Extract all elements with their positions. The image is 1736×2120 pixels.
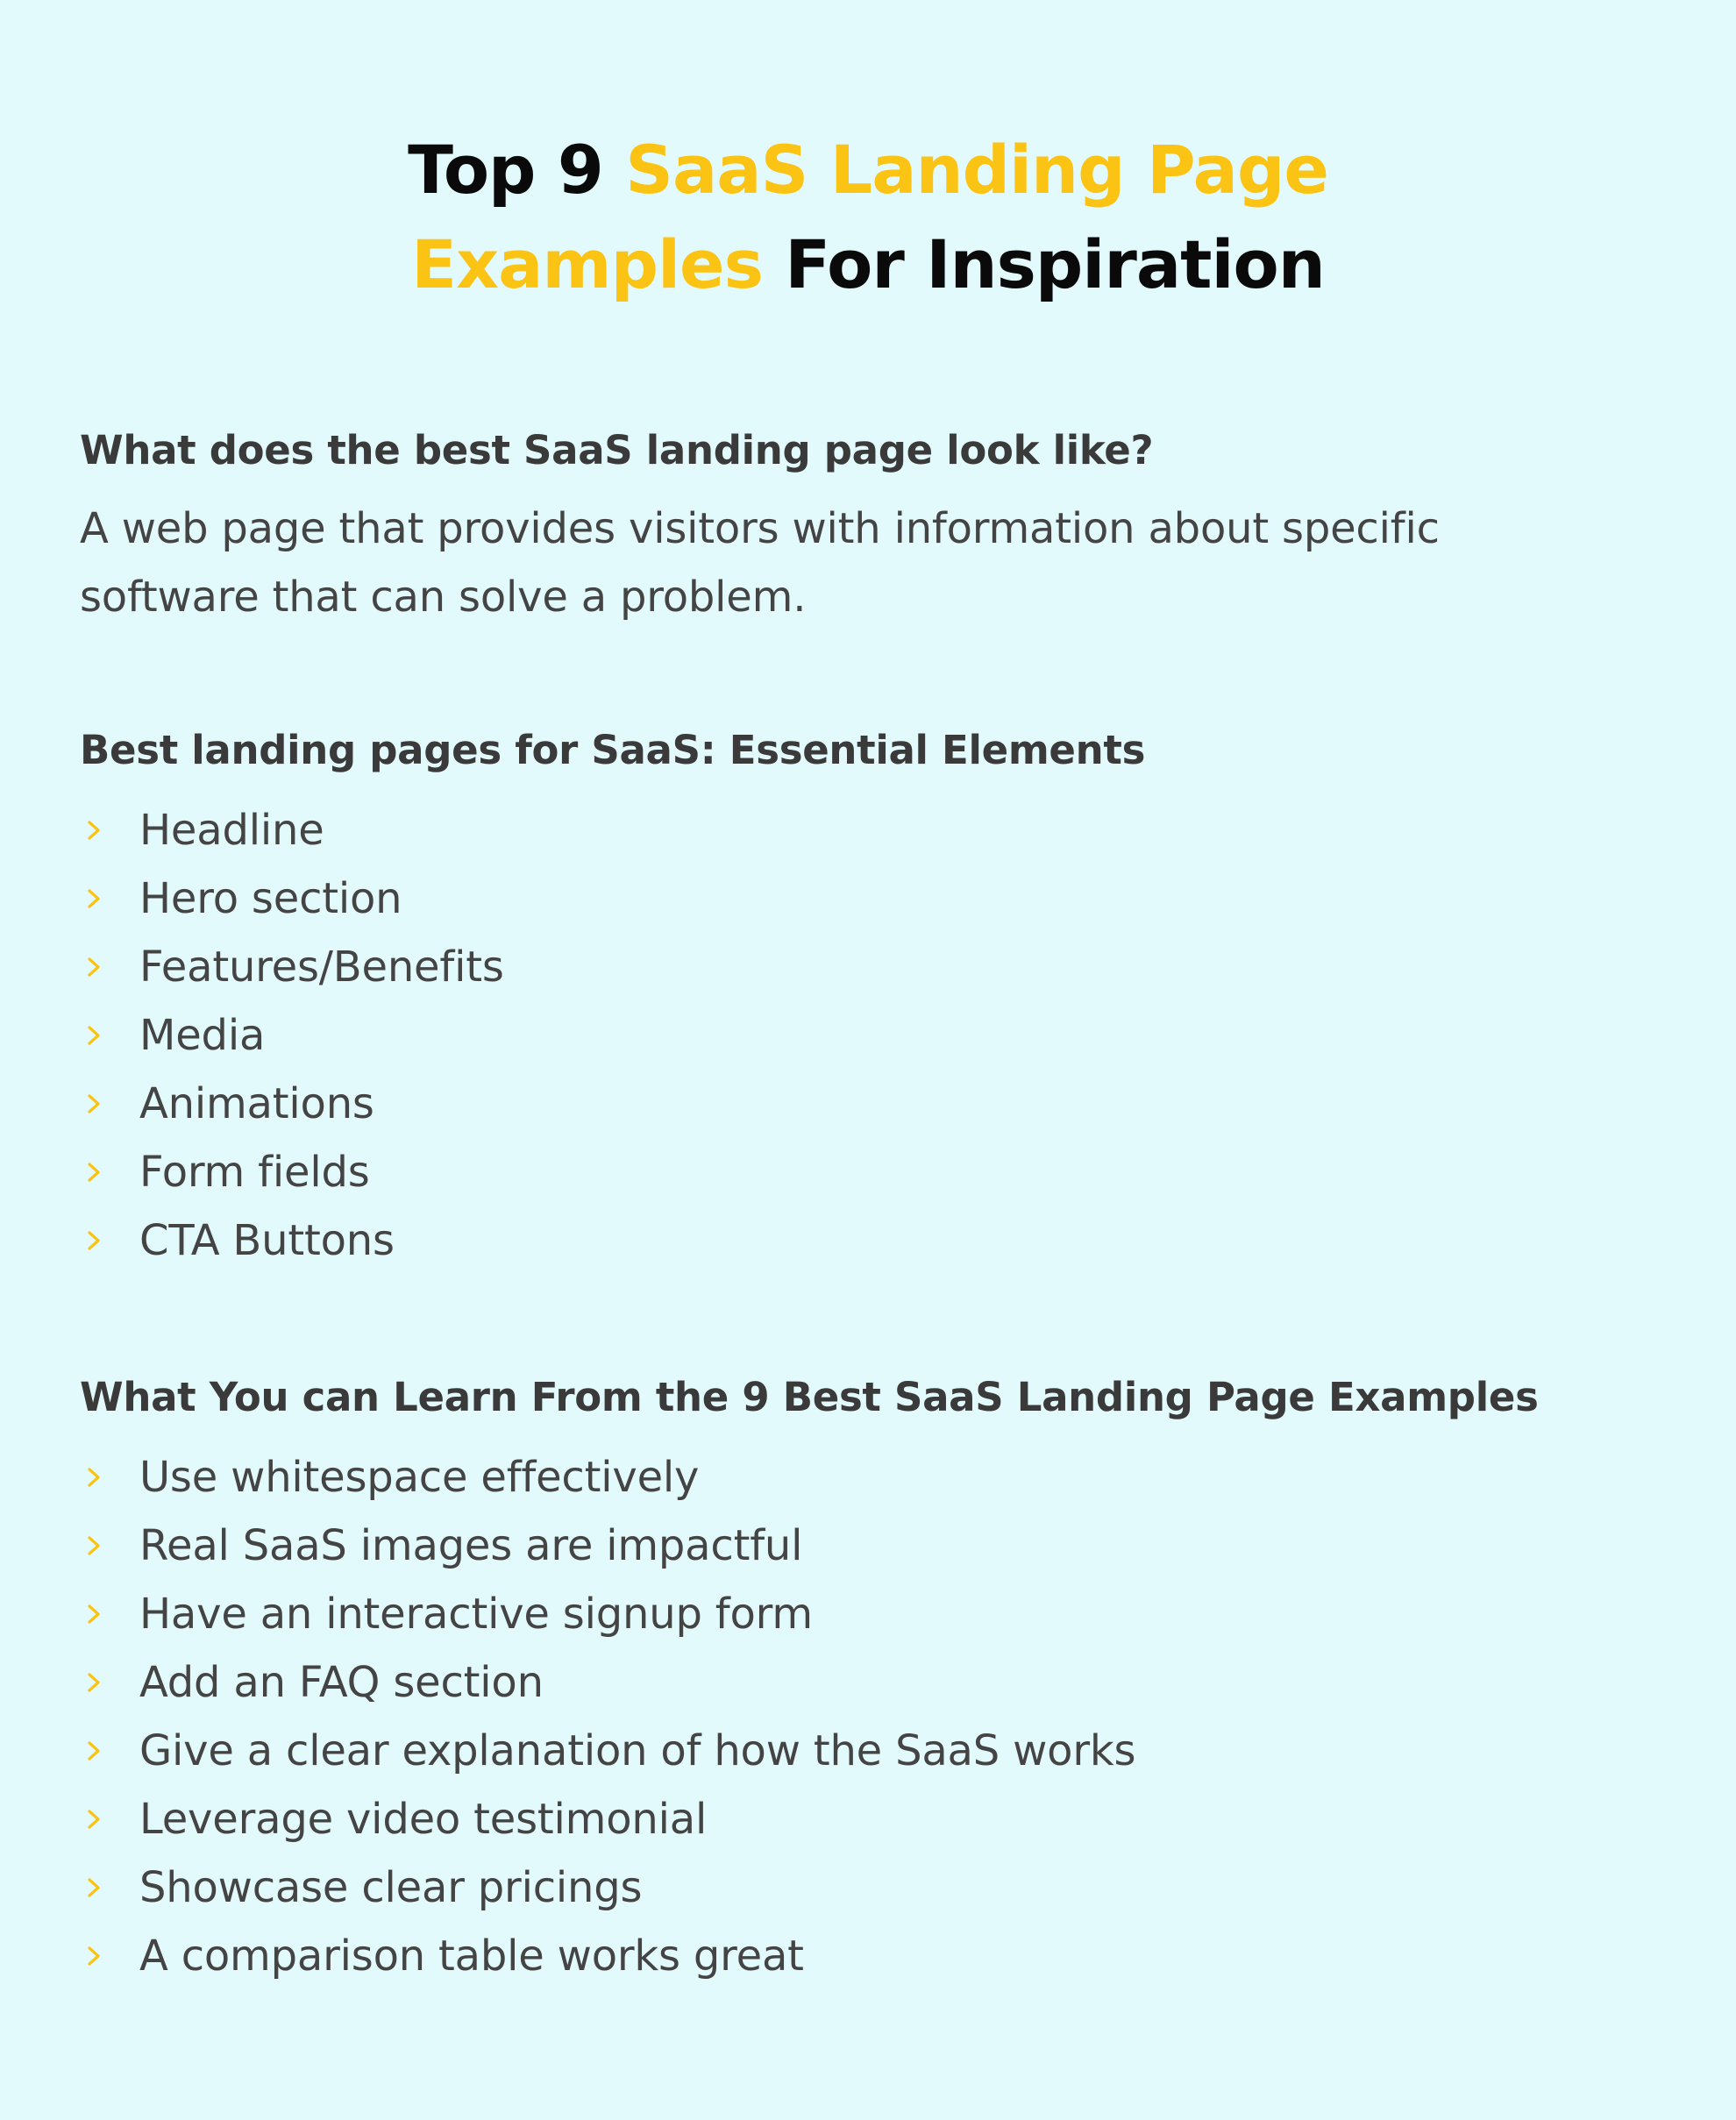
list-item bbox=[80, 1512, 1658, 1580]
title-accent-1: SaaS Landing Page bbox=[625, 131, 1328, 209]
title-part-1: Top 9 bbox=[408, 131, 626, 209]
list-item-label: Hero section bbox=[139, 874, 402, 923]
list-item-label: Give a clear explanation of how the SaaS works bbox=[139, 1726, 1136, 1775]
chevron-right-icon bbox=[85, 1533, 104, 1558]
list-item-label: Animations bbox=[139, 1079, 374, 1128]
list-item-label: Form fields bbox=[139, 1148, 370, 1197]
list-item bbox=[80, 1717, 1658, 1785]
title-accent-2: Examples bbox=[411, 225, 763, 303]
list-item-label: Add an FAQ section bbox=[139, 1658, 544, 1707]
list-item bbox=[80, 1206, 1658, 1275]
chevron-right-icon bbox=[85, 1228, 104, 1253]
section-heading-elements: Best landing pages for SaaS: Essential Elements bbox=[80, 727, 1146, 773]
list-item-label: Headline bbox=[139, 806, 324, 855]
list-item bbox=[80, 1443, 1658, 1512]
chevron-right-icon bbox=[85, 1023, 104, 1048]
list-item-label: Use whitespace effectively bbox=[139, 1453, 700, 1502]
list-item-label: Features/Benefits bbox=[139, 943, 504, 992]
list-item-label: A comparison table works great bbox=[139, 1931, 804, 1981]
chevron-right-icon bbox=[85, 1875, 104, 1900]
definition-line-2: software that can solve a problem. bbox=[80, 573, 807, 622]
list-item-label: Showcase clear pricings bbox=[139, 1863, 643, 1912]
definition-line-1: A web page that provides visitors with information about specific bbox=[80, 504, 1440, 553]
chevron-right-icon bbox=[85, 955, 104, 979]
chevron-right-icon bbox=[85, 1944, 104, 1968]
list-item bbox=[80, 1922, 1658, 1990]
section-essential-elements bbox=[80, 724, 1658, 1275]
list-item bbox=[80, 1070, 1658, 1138]
definition-text bbox=[80, 494, 1658, 631]
elements-list bbox=[80, 796, 1658, 1275]
chevron-right-icon bbox=[85, 1739, 104, 1763]
page-title bbox=[0, 123, 1736, 312]
section-heading-learnings: What You can Learn From the 9 Best SaaS Landing Page Examples bbox=[80, 1374, 1539, 1420]
section-learnings bbox=[80, 1371, 1658, 1990]
list-item bbox=[80, 1138, 1658, 1206]
list-item bbox=[80, 1648, 1658, 1717]
chevron-right-icon bbox=[85, 1092, 104, 1116]
chevron-right-icon bbox=[85, 886, 104, 911]
list-item-label: Real SaaS images are impactful bbox=[139, 1521, 803, 1570]
list-item-label: Media bbox=[139, 1011, 266, 1060]
list-item bbox=[80, 1580, 1658, 1648]
chevron-right-icon bbox=[85, 1807, 104, 1832]
list-item bbox=[80, 1853, 1658, 1922]
list-item-label: CTA Buttons bbox=[139, 1216, 395, 1265]
list-item bbox=[80, 1001, 1658, 1070]
chevron-right-icon bbox=[85, 1465, 104, 1490]
list-item bbox=[80, 933, 1658, 1001]
learnings-list bbox=[80, 1443, 1658, 1990]
chevron-right-icon bbox=[85, 1670, 104, 1695]
list-item bbox=[80, 864, 1658, 933]
chevron-right-icon bbox=[85, 1160, 104, 1184]
section-definition bbox=[80, 424, 1658, 631]
list-item bbox=[80, 796, 1658, 864]
chevron-right-icon bbox=[85, 818, 104, 843]
list-item bbox=[80, 1785, 1658, 1853]
title-part-2: For Inspiration bbox=[762, 225, 1325, 303]
chevron-right-icon bbox=[85, 1602, 104, 1626]
section-heading-definition: What does the best SaaS landing page look like? bbox=[80, 427, 1154, 473]
list-item-label: Have an interactive signup form bbox=[139, 1590, 813, 1639]
list-item-label: Leverage video testimonial bbox=[139, 1795, 708, 1844]
